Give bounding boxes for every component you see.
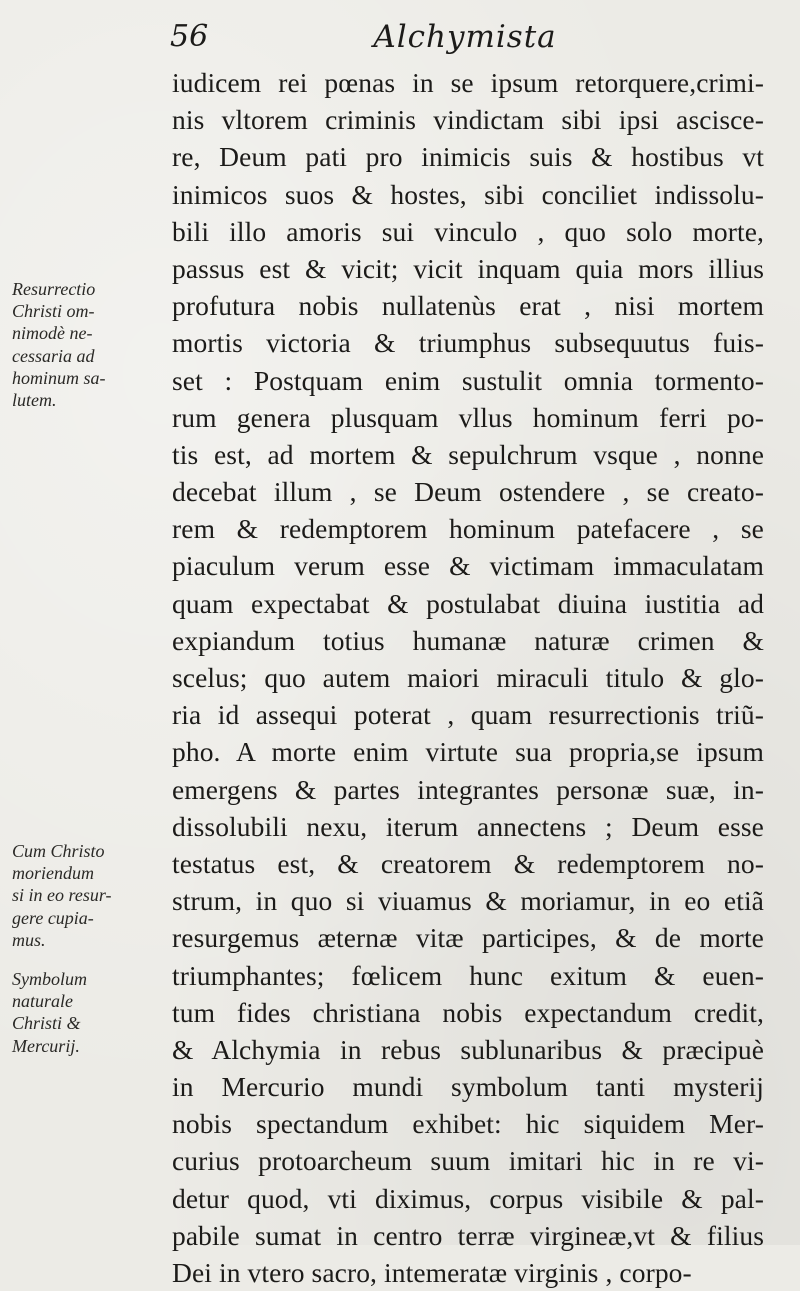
- text-line: profutura nobis nullatenùs erat , nisi mortem: [172, 290, 764, 322]
- marginal-line: Cum Christo: [12, 841, 105, 861]
- text-line: rum genera plusquam vllus hominum ferri po-: [172, 401, 764, 433]
- marginal-line: mus.: [12, 929, 46, 950]
- marginal-line: naturale: [12, 991, 73, 1012]
- marginal-line: lutem.: [12, 390, 57, 411]
- text-line: piaculum verum esse & victimam immaculatam: [172, 550, 764, 582]
- running-head: Alchymista: [373, 19, 557, 55]
- text-line: & Alchymia in rebus sublunaribus & præcipuè: [172, 1033, 764, 1065]
- marginal-note-resurrection: [12, 278, 167, 411]
- text-line: expiandum totius humanæ naturæ crimen &: [172, 624, 764, 656]
- page-number: 56: [170, 19, 209, 54]
- text-line: inimicos suos & hostes, sibi conciliet indissolu-: [172, 178, 764, 210]
- marginal-line: nimodè ne-: [12, 323, 93, 344]
- text-line: pho. A morte enim virtute sua propria,se ipsum: [172, 736, 764, 768]
- marginal-line: Christi &: [12, 1013, 81, 1034]
- marginal-line: hominum sa-: [12, 367, 106, 388]
- text-line: nis vltorem criminis vindictam sibi ipsi ascisce-: [172, 104, 764, 136]
- text-line: tum fides christiana nobis expectandum credit,: [172, 996, 764, 1028]
- text-line: ria id assequi poterat , quam resurrectionis triũ-: [172, 699, 764, 731]
- marginal-note-dying-with-christ: [12, 840, 167, 951]
- text-line: passus est & vicit; vicit inquam quia mors illius: [172, 252, 764, 284]
- text-line: testatus est, & creatorem & redemptorem no-: [172, 847, 764, 879]
- text-line: pabile sumat in centro terræ virgineæ,vt & filius: [172, 1219, 764, 1251]
- text-line: triumphantes; fœlicem hunc exitum & euen-: [172, 959, 764, 991]
- text-line: quam expectabat & postulabat diuina iustitia ad: [172, 587, 764, 619]
- marginal-line: si in eo resur-: [12, 885, 112, 906]
- marginal-line: Resurrectio: [12, 279, 96, 299]
- text-line: nobis spectandum exhibet: hic siquidem Mer-: [172, 1108, 764, 1140]
- marginal-line: Symbolum: [12, 969, 87, 989]
- page-header: [170, 18, 760, 58]
- text-line: emergens & partes integrantes personæ suæ, in-: [172, 773, 764, 805]
- text-line: iudicem rei pœnas in se ipsum retorquere,crimi-: [172, 67, 764, 98]
- marginal-note-symbol: [12, 968, 167, 1057]
- main-text-block: [172, 64, 764, 1291]
- text-line: bili illo amoris sui vinculo , quo solo morte,: [172, 215, 764, 247]
- text-line: tis est, ad mortem & sepulchrum vsque , nonne: [172, 438, 764, 470]
- text-line: curius protoarcheum suum imitari hic in re vi-: [172, 1145, 764, 1177]
- text-line: re, Deum pati pro inimicis suis & hostibus vt: [172, 141, 764, 173]
- text-line: Dei in vtero sacro, intemeratæ virginis , corpo-: [172, 1257, 692, 1288]
- text-line: detur quod, vti diximus, corpus visibile & pal-: [172, 1182, 764, 1214]
- text-line: set : Postquam enim sustulit omnia tormento-: [172, 364, 764, 396]
- text-line: decebat illum , se Deum ostendere , se creato-: [172, 476, 764, 508]
- marginal-line: cessaria ad: [12, 345, 95, 366]
- text-line: strum, in quo si viuamus & moriamur, in eo etiã: [172, 885, 764, 917]
- marginal-line: moriendum: [12, 863, 94, 884]
- text-line: resurgemus æternæ vitæ participes, & de morte: [172, 922, 764, 954]
- marginal-line: gere cupia-: [12, 907, 94, 928]
- marginal-line: Christi om-: [12, 301, 95, 322]
- text-line: scelus; quo autem maiori miraculi titulo & glo-: [172, 662, 764, 693]
- text-line: in Mercurio mundi symbolum tanti mysterij: [172, 1071, 764, 1103]
- text-line: dissolubili nexu, iterum annectens ; Deum esse: [172, 810, 764, 842]
- text-line: rem & redemptorem hominum patefacere , se: [172, 513, 764, 545]
- marginal-line: Mercurij.: [12, 1035, 80, 1056]
- text-line: mortis victoria & triumphus subsequutus fuis-: [172, 327, 764, 359]
